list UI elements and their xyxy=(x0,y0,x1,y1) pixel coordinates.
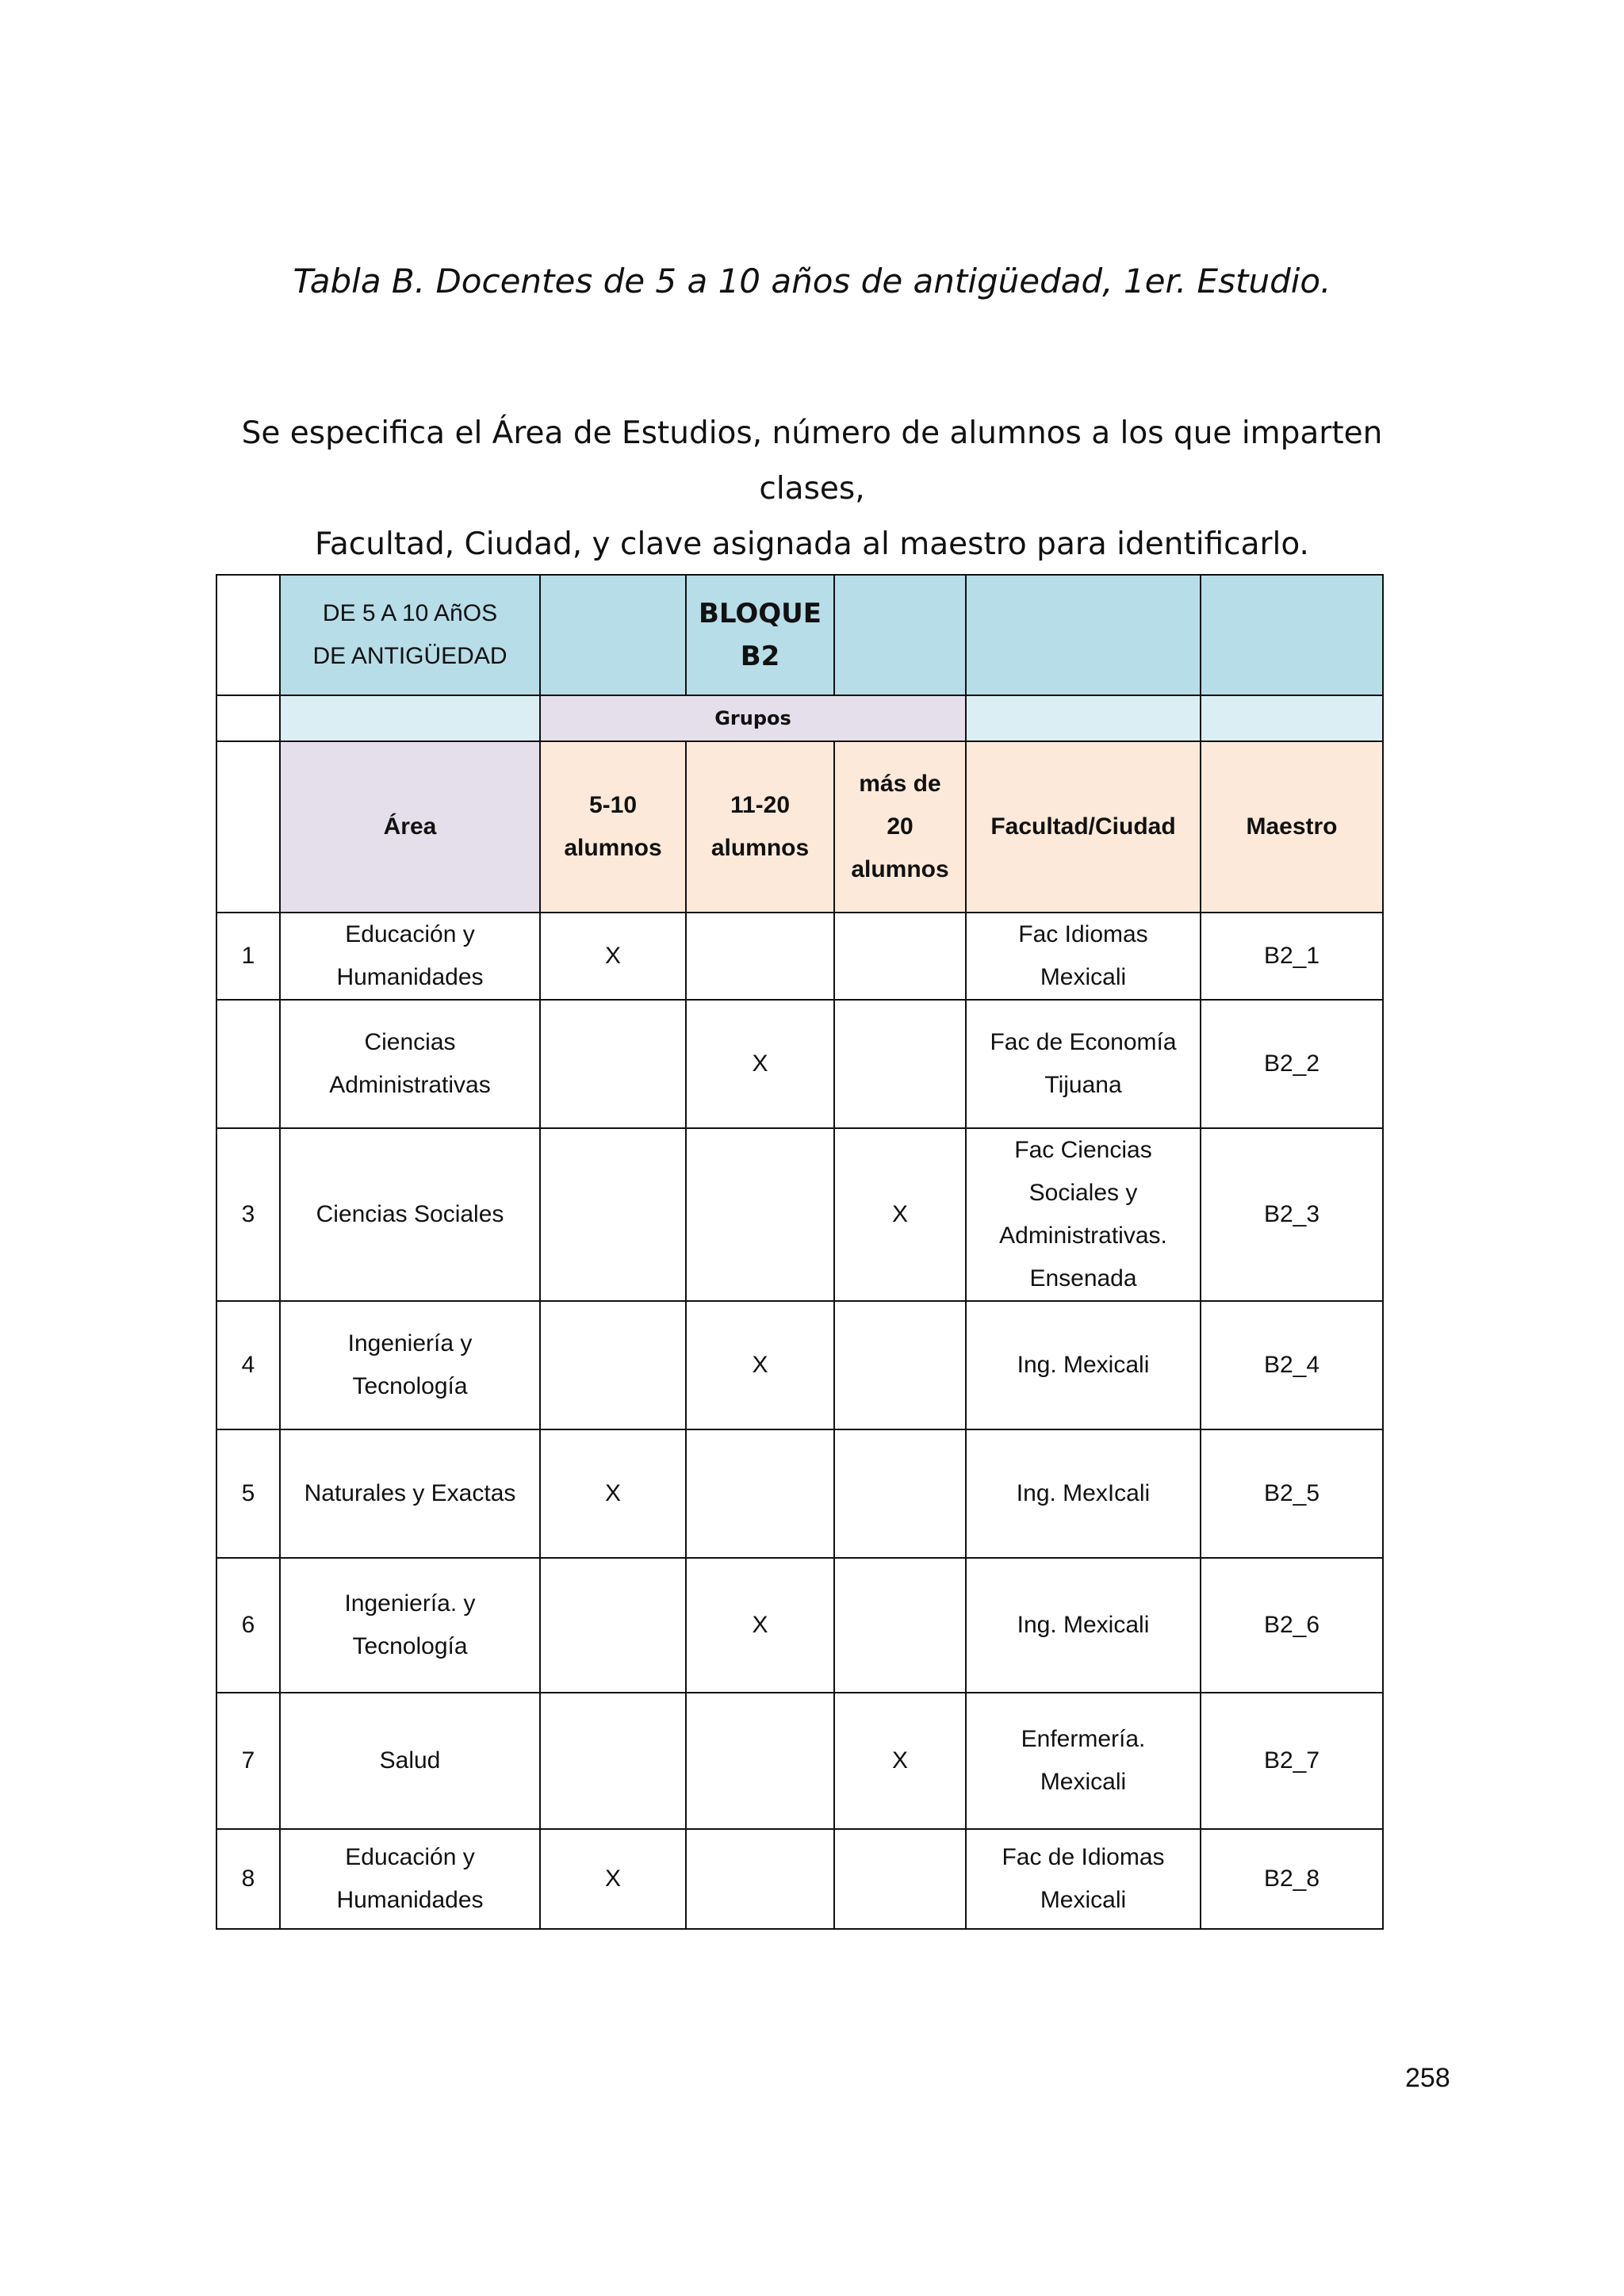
header-11-20-line-1: 11-20 xyxy=(730,792,791,818)
area-line: Administrativas xyxy=(329,1072,491,1098)
row-number: 6 xyxy=(216,1558,280,1693)
mark-5-10: X xyxy=(540,1429,686,1558)
facultad-line: Fac de Idiomas xyxy=(1002,1844,1165,1870)
mark-mas-de-20 xyxy=(834,1558,966,1693)
facultad-line: Administrativas. xyxy=(999,1223,1167,1249)
grupos-row xyxy=(216,695,1383,741)
header-num-cell xyxy=(216,741,280,913)
header-mas-de-20 xyxy=(834,741,966,913)
title-line-1: DE 5 A 10 AñOS xyxy=(322,600,498,626)
header-maestro: Maestro xyxy=(1201,741,1383,913)
area-line: Humanidades xyxy=(336,1887,484,1913)
mark-11-20 xyxy=(686,1429,834,1558)
row-number: 3 xyxy=(216,1128,280,1301)
mark-5-10: X xyxy=(540,1829,686,1929)
mark-mas-de-20: X xyxy=(834,1128,966,1301)
table-row xyxy=(216,1429,1383,1558)
table-title-row xyxy=(216,575,1383,695)
mark-11-20 xyxy=(686,913,834,1000)
facultad-line: Ing. Mexicali xyxy=(1017,1612,1150,1638)
area-line: Humanidades xyxy=(336,964,484,990)
row-number: 5 xyxy=(216,1429,280,1558)
row-number: 1 xyxy=(216,913,280,1000)
facultad-line: Fac Ciencias xyxy=(1014,1137,1152,1163)
page-number: 258 xyxy=(1405,2063,1450,2093)
row-number: 8 xyxy=(216,1829,280,1929)
area-line: Ingeniería y xyxy=(347,1330,473,1357)
maestro-cell: B2_8 xyxy=(1201,1829,1383,1929)
docentes-table xyxy=(216,574,1384,1930)
header-11-20 xyxy=(686,741,834,913)
facultad-cell xyxy=(966,1829,1201,1929)
facultad-line: Fac de Economía xyxy=(990,1029,1177,1055)
area-cell xyxy=(280,1000,540,1128)
facultad-cell xyxy=(966,1000,1201,1128)
facultad-line: Tijuana xyxy=(1044,1072,1122,1098)
header-5-10 xyxy=(540,741,686,913)
table-row xyxy=(216,1000,1383,1128)
bloque-line-2: B2 xyxy=(740,641,780,672)
area-cell xyxy=(280,1301,540,1429)
facultad-line: Enfermería. xyxy=(1021,1726,1146,1752)
bloque-line-1: BLOQUE xyxy=(698,598,822,629)
area-line: Ciencias xyxy=(364,1029,456,1055)
mark-11-20: X xyxy=(686,1301,834,1429)
facultad-cell xyxy=(966,1429,1201,1558)
facultad-line: Fac Idiomas xyxy=(1018,921,1148,947)
grupos-empty-cell xyxy=(1201,695,1383,741)
facultad-cell xyxy=(966,1693,1201,1829)
table-description xyxy=(190,406,1434,572)
area-cell xyxy=(280,1829,540,1929)
area-cell xyxy=(280,1128,540,1301)
facultad-line: Ing. MexIcali xyxy=(1016,1480,1151,1506)
maestro-cell: B2_4 xyxy=(1201,1301,1383,1429)
mark-11-20 xyxy=(686,1693,834,1829)
mark-mas-de-20 xyxy=(834,1429,966,1558)
header-area: Área xyxy=(280,741,540,913)
title-empty-cell xyxy=(1201,575,1383,695)
bloque-cell xyxy=(686,575,834,695)
mark-11-20: X xyxy=(686,1000,834,1128)
header-mas-de-20-line-2: 20 xyxy=(887,813,914,840)
table-row xyxy=(216,1128,1383,1301)
facultad-line: Mexicali xyxy=(1040,1887,1127,1913)
mark-5-10 xyxy=(540,1301,686,1429)
header-facultad: Facultad/Ciudad xyxy=(966,741,1201,913)
area-line: Educación y xyxy=(345,921,475,947)
row-number xyxy=(216,1000,280,1128)
area-line: Salud xyxy=(379,1747,441,1774)
mark-mas-de-20 xyxy=(834,1301,966,1429)
maestro-cell: B2_6 xyxy=(1201,1558,1383,1693)
header-mas-de-20-line-1: más de xyxy=(859,771,941,797)
mark-5-10 xyxy=(540,1693,686,1829)
facultad-line: Sociales y xyxy=(1028,1180,1138,1206)
facultad-cell xyxy=(966,1301,1201,1429)
area-cell xyxy=(280,1429,540,1558)
header-row xyxy=(216,741,1383,913)
area-line: Naturales y Exactas xyxy=(304,1480,516,1506)
facultad-cell xyxy=(966,913,1201,1000)
mark-11-20: X xyxy=(686,1558,834,1693)
area-line: Ingeniería. y xyxy=(344,1590,476,1617)
area-line: Educación y xyxy=(345,1844,475,1870)
mark-11-20 xyxy=(686,1128,834,1301)
mark-mas-de-20 xyxy=(834,913,966,1000)
maestro-cell: B2_3 xyxy=(1201,1128,1383,1301)
facultad-line: Mexicali xyxy=(1040,1769,1127,1795)
grupos-empty-cell xyxy=(280,695,540,741)
area-cell xyxy=(280,1693,540,1829)
row-number: 7 xyxy=(216,1693,280,1829)
table-row xyxy=(216,1558,1383,1693)
title-empty-cell xyxy=(540,575,686,695)
maestro-cell: B2_5 xyxy=(1201,1429,1383,1558)
header-mas-de-20-line-3: alumnos xyxy=(851,856,949,882)
header-5-10-line-1: 5-10 xyxy=(588,792,638,818)
row-number: 4 xyxy=(216,1301,280,1429)
maestro-cell: B2_2 xyxy=(1201,1000,1383,1128)
mark-5-10 xyxy=(540,1000,686,1128)
title-num-cell xyxy=(216,575,280,695)
header-5-10-line-2: alumnos xyxy=(564,835,662,861)
table-row xyxy=(216,1301,1383,1429)
table-row xyxy=(216,1693,1383,1829)
mark-mas-de-20 xyxy=(834,1829,966,1929)
description-line-2: Facultad, Ciudad, y clave asignada al maestro para identificarlo. xyxy=(315,526,1309,562)
mark-mas-de-20: X xyxy=(834,1693,966,1829)
facultad-cell xyxy=(966,1558,1201,1693)
title-empty-cell xyxy=(834,575,966,695)
facultad-line: Ing. Mexicali xyxy=(1017,1352,1150,1378)
table-row xyxy=(216,1829,1383,1929)
grupos-cell: Grupos xyxy=(540,695,966,741)
mark-mas-de-20 xyxy=(834,1000,966,1128)
area-line: Tecnología xyxy=(352,1633,468,1659)
mark-5-10 xyxy=(540,1128,686,1301)
maestro-cell: B2_1 xyxy=(1201,913,1383,1000)
description-line-1: Se especifica el Área de Estudios, número de alumnos a los que imparten clases, xyxy=(241,415,1383,507)
area-cell xyxy=(280,1558,540,1693)
facultad-line: Ensenada xyxy=(1029,1265,1137,1292)
grupos-num-cell xyxy=(216,695,280,741)
facultad-line: Mexicali xyxy=(1040,964,1127,990)
area-line: Ciencias Sociales xyxy=(316,1201,504,1227)
mark-5-10 xyxy=(540,1558,686,1693)
mark-5-10: X xyxy=(540,913,686,1000)
facultad-cell xyxy=(966,1128,1201,1301)
mark-11-20 xyxy=(686,1829,834,1929)
area-cell xyxy=(280,913,540,1000)
grupos-empty-cell xyxy=(966,695,1201,741)
title-line-2: DE ANTIGÜEDAD xyxy=(312,643,508,669)
area-line: Tecnología xyxy=(352,1373,468,1399)
table-caption: Tabla B. Docentes de 5 a 10 años de antigüedad, 1er. Estudio. xyxy=(293,262,1331,300)
header-11-20-line-2: alumnos xyxy=(710,835,810,861)
table-row xyxy=(216,913,1383,1000)
maestro-cell: B2_7 xyxy=(1201,1693,1383,1829)
title-empty-cell xyxy=(966,575,1201,695)
title-cell xyxy=(280,575,540,695)
